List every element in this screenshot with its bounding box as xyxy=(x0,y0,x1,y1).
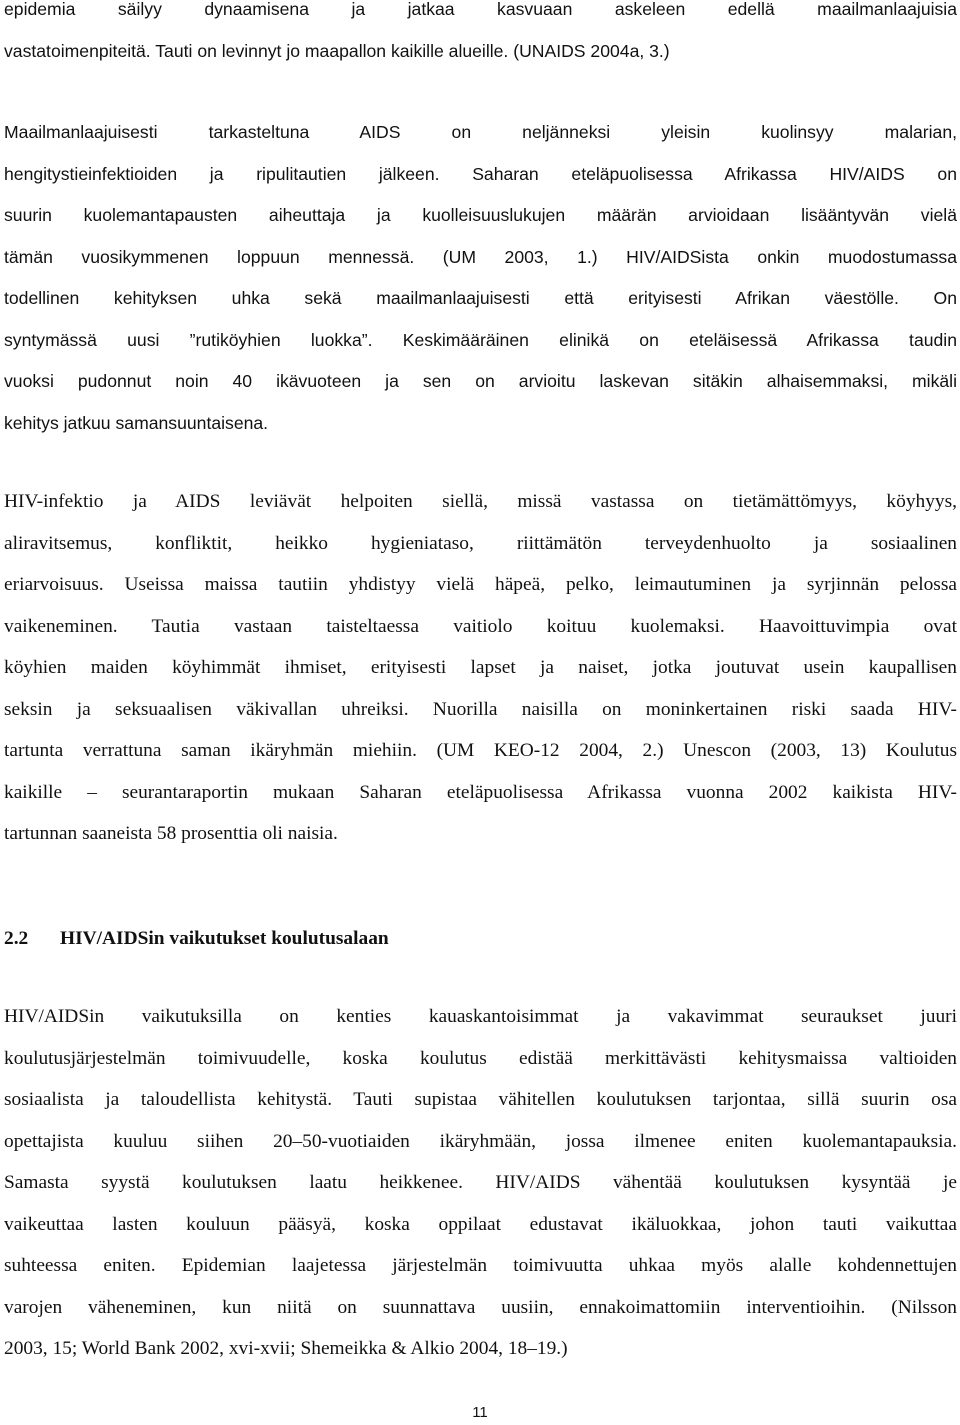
text-line: tartunta verrattuna saman ikäryhmän miehiin. (UM KEO-12 2004, 2.) Unescon (2003, 13) Koulutus xyxy=(4,740,957,761)
text-line: sosiaalista ja taloudellista kehitystä. Tauti supistaa vähitellen koulutuksen tarjontaa, sillä suurin osa xyxy=(4,1089,957,1110)
text-line: eriarvoisuus. Useissa maissa tautiin yhdistyy vielä häpeä, pelko, leimautuminen ja syrjinnän pelossa xyxy=(4,574,957,595)
text-line: opettajista kuuluu siihen 20–50-vuotiaiden ikäryhmään, jossa ilmenee eniten kuolemantapauksia. xyxy=(4,1130,957,1152)
text-line: koulutusjärjestelmän toimivuudelle, koska koulutus edistää merkittävästi kehitysmaissa valtioiden xyxy=(4,1047,957,1069)
section-heading xyxy=(4,921,389,957)
text-line: köyhien maiden köyhimmät ihmiset, erityisesti lapset ja naiset, jotka joutuvat usein kaupallisen xyxy=(4,657,957,678)
text-line: kaikille – seurantaraportin mukaan Saharan eteläpuolisessa Afrikassa vuonna 2002 kaikista HIV- xyxy=(4,781,957,803)
text-line: kehitys jatkuu samansuuntaisena. xyxy=(4,412,269,433)
text-line: syntymässä uusi ”rutiköyhien luokka”. Keskimääräinen elinikä on eteläisessä Afrikassa taudin xyxy=(4,329,957,350)
text-line: suurin kuolemantapausten aiheuttaja ja kuolleisuuslukujen määrän arvioidaan lisääntyvän vielä xyxy=(4,205,957,225)
text-line: Maailmanlaajuisesti tarkasteltuna AIDS on neljänneksi yleisin kuolinsyy malarian, xyxy=(4,122,957,142)
text-line: Samasta syystä koulutuksen laatu heikkenee. HIV/AIDS vähentää koulutuksen kysyntää je xyxy=(4,1172,957,1193)
text-line: suhteessa eniten. Epidemian laajetessa järjestelmän toimivuutta uhkaa myös alalle kohdennettujen xyxy=(4,1255,957,1276)
text-line: vaikeuttaa lasten kouluun pääsyä, koska oppilaat edustavat ikäluokkaa, johon tauti vaikuttaa xyxy=(4,1213,957,1235)
text-line: 2003, 15; World Bank 2002, xvi-xvii; Shemeikka & Alkio 2004, 18–19.) xyxy=(4,1338,568,1359)
paragraph-2 xyxy=(4,112,957,444)
page-number: 11 xyxy=(472,1404,488,1421)
text-line: epidemia säilyy dynaamisena ja jatkaa kasvuaan askeleen edellä maailmanlaajuisia xyxy=(4,0,957,19)
text-line: HIV-infektio ja AIDS leviävät helpoiten siellä, missä vastassa on tietämättömyys, köyhyys, xyxy=(4,491,957,512)
section-number: 2.2 xyxy=(4,928,29,949)
text-line: vastatoimenpiteitä. Tauti on levinnyt jo maapallon kaikille alueille. (UNAIDS 2004a, 3.) xyxy=(4,40,670,61)
text-line: vuoksi pudonnut noin 40 ikävuoteen ja sen on arvioitu laskevan sitäkin alhaisemmaksi, mikäli xyxy=(4,371,957,391)
paragraph-3 xyxy=(4,481,957,855)
text-line: aliravitsemus, konfliktit, heikko hygieniataso, riittämätön terveydenhuolto ja sosiaalinen xyxy=(4,532,957,554)
section-title: HIV/AIDSin vaikutukset koulutusalaan xyxy=(60,928,389,949)
text-line: varojen väheneminen, kun niitä on suunnattava uusiin, ennakoimattomiin interventioihin. (Nilsson xyxy=(4,1296,957,1318)
text-line: todellinen kehityksen uhka sekä maailmanlaajuisesti että erityisesti Afrikan väestölle. On xyxy=(4,288,957,308)
text-line: seksin ja seksuaalisen väkivallan uhreiksi. Nuorilla naisilla on moninkertainen riski saada HIV- xyxy=(4,698,957,720)
text-line: tartunnan saaneista 58 prosenttia oli naisia. xyxy=(4,823,338,844)
text-line: hengitystieinfektioiden ja ripulitautien jälkeen. Saharan eteläpuolisessa Afrikassa HIV/AIDS on xyxy=(4,163,957,184)
text-line: vaikeneminen. Tautia vastaan taisteltaessa vaitiolo koituu kuolemaksi. Haavoittuvimpia ovat xyxy=(4,615,957,637)
paragraph-4 xyxy=(4,996,957,1370)
paragraph-1 xyxy=(4,0,957,72)
text-line: tämän vuosikymmenen loppuun mennessä. (UM 2003, 1.) HIV/AIDSista onkin muodostumassa xyxy=(4,246,957,267)
text-line: HIV/AIDSin vaikutuksilla on kenties kauaskantoisimmat ja vakavimmat seuraukset juuri xyxy=(4,1006,957,1027)
